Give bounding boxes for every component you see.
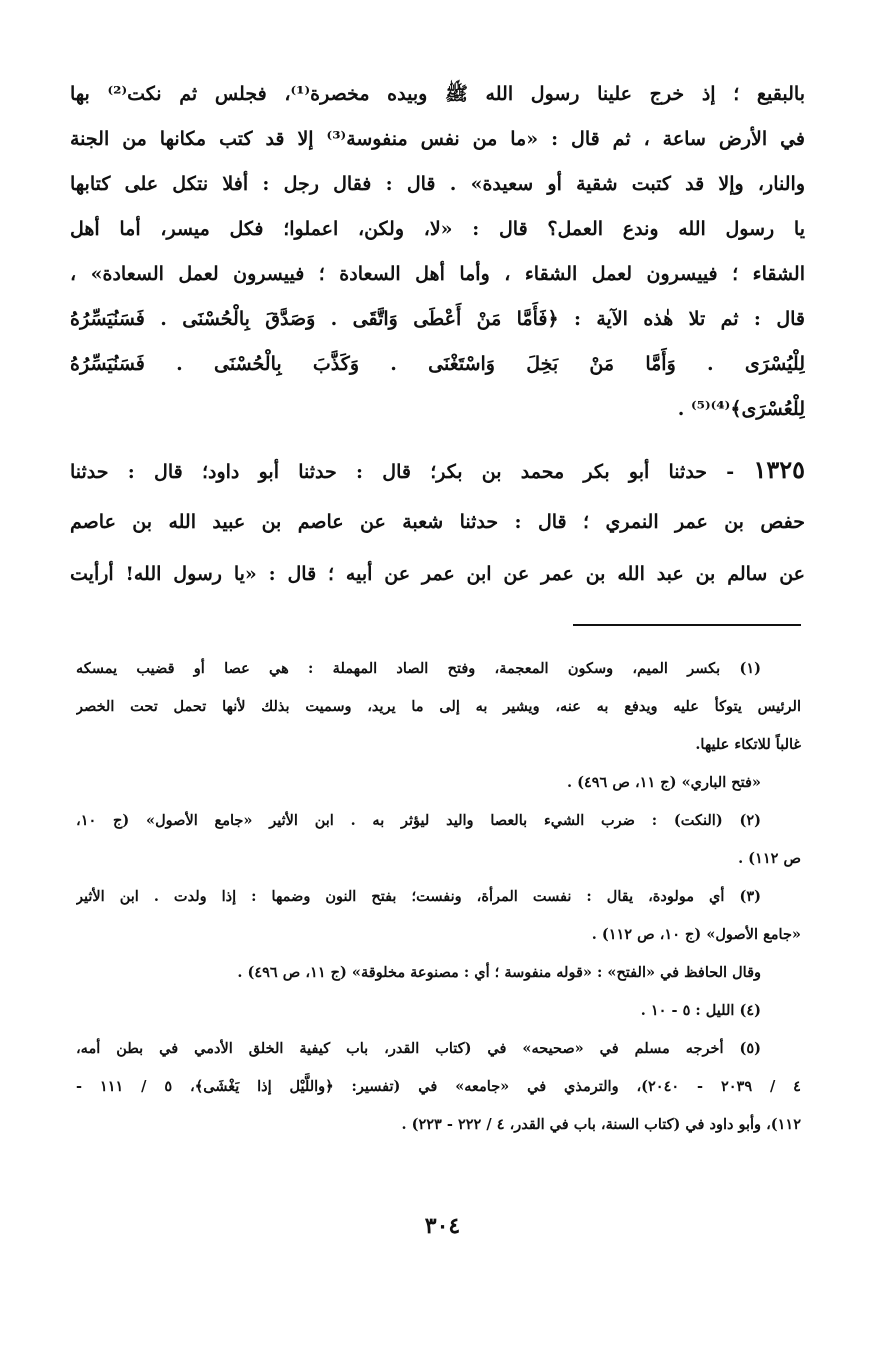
page-number: ٣٠٤ — [424, 1213, 461, 1239]
footnote-separator — [573, 624, 801, 626]
main-paragraph — [70, 72, 805, 432]
footnote-line: وقال الحافظ في «الفتح» : «قوله منفوسة ؛ أي : مصنوعة مخلوقة» (ج ١١، ص ٤٩٦) . — [237, 964, 761, 981]
footnote-line: غالباً للاتكاء عليها. — [695, 736, 801, 753]
hadith-line-1 — [70, 444, 805, 496]
footnotes-block — [76, 650, 801, 1144]
hadith-line-1-text: - حدثنا أبو بكر محمد بن بكر؛ قال : حدثنا أبو داود؛ قال : حدثنا — [70, 461, 735, 483]
hadith-line-2: حفص بن عمر النمري ؛ قال : حدثنا شعبة عن عاصم بن عبيد الله بن عاصم — [70, 511, 805, 533]
main-line-6: قال : ثم تلا هٰذه الآية : ﴿فَأَمَّا مَنْ أَعْطَى وَاتَّقَى . وَصَدَّقَ بِالْحُسْنَى . فَسَنُيَسِّرُهُ — [70, 308, 805, 330]
hadith-paragraph — [70, 444, 805, 600]
main-line-8: لِلْعُسْرَى﴾⁽⁴⁾⁽⁵⁾ . — [677, 398, 805, 420]
footnote-line: «فتح الباري» (ج ١١، ص ٤٩٦) . — [567, 774, 761, 791]
main-line-5: الشقاء ؛ فييسرون لعمل الشقاء ، وأما أهل السعادة ؛ فييسرون لعمل السعادة» ، — [70, 263, 805, 285]
hadith-line-3: عن سالم بن عبد الله بن عمر عن ابن عمر عن أبيه ؛ قال : «يا رسول الله! أرأيت — [70, 563, 805, 585]
footnote-line: (٤) الليل : ٥ - ١٠ . — [640, 1002, 761, 1019]
main-line-2: في الأرض ساعة ، ثم قال : «ما من نفس منفوسة⁽³⁾ إلا قد كتب مكانها من الجنة — [70, 128, 805, 150]
footnote-line: (٥) أخرجه مسلم في «صحيحه» في (كتاب القدر، باب كيفية الخلق الأدمي في بطن أمه، — [76, 1040, 761, 1057]
footnote-line: (١) بكسر الميم، وسكون المعجمة، وفتح الصاد المهملة : هي عصا أو قضيب يمسكه — [76, 660, 761, 677]
footnote-line: الرئيس يتوكأ عليه ويدفع به عنه، ويشير به إلى ما يريد، وسميت بذلك لأنها تحمل تحت الخصر — [76, 698, 801, 715]
footnote-line: (٢) (النكت) : ضرب الشيء بالعصا واليد ليؤثر به . ابن الأثير «جامع الأصول» (ج ١٠، — [76, 812, 761, 829]
main-line-4: يا رسول الله وندع العمل؟ قال : «لا، ولكن، اعملوا؛ فكل ميسر، أما أهل — [70, 218, 805, 240]
main-line-1: بالبقيع ؛ إذ خرج علينا رسول الله ﷺ وبيده مخصرة⁽¹⁾، فجلس ثم نكت⁽²⁾ بها — [70, 83, 805, 105]
footnote-line: (٣) أي مولودة، يقال : نفست المرأة، ونفست؛ بفتح النون وضمها : إذا ولدت . ابن الأثير — [76, 888, 761, 905]
main-text-block — [70, 72, 805, 600]
hadith-number: ١٣٢٥ — [753, 455, 805, 484]
footnote-line: ٤ / ٢٠٣٩ - ٢٠٤٠)، والترمذي في «جامعه» في (تفسير: ﴿واللَّيْل إذا يَغْشَى﴾، ٥ / ١١١ - — [76, 1078, 801, 1095]
main-line-3: والنار، وإلا قد كتبت شقية أو سعيدة» . قال : فقال رجل : أفلا نتكل على كتابها — [70, 173, 805, 195]
footnote-line: ص ١١٢) . — [738, 850, 801, 867]
footnote-line: ١١٢)، وأبو داود في (كتاب السنة، باب في القدر، ٤ / ٢٢٢ - ٢٢٣) . — [401, 1116, 801, 1133]
footnote-line: «جامع الأصول» (ج ١٠، ص ١١٢) . — [591, 926, 801, 943]
main-line-7: لِلْيُسْرَى . وَأَمَّا مَنْ بَخِلَ وَاسْتَغْنَى . وَكَذَّبَ بِالْحُسْنَى . فَسَنُيَسِّرُهُ — [70, 353, 805, 375]
